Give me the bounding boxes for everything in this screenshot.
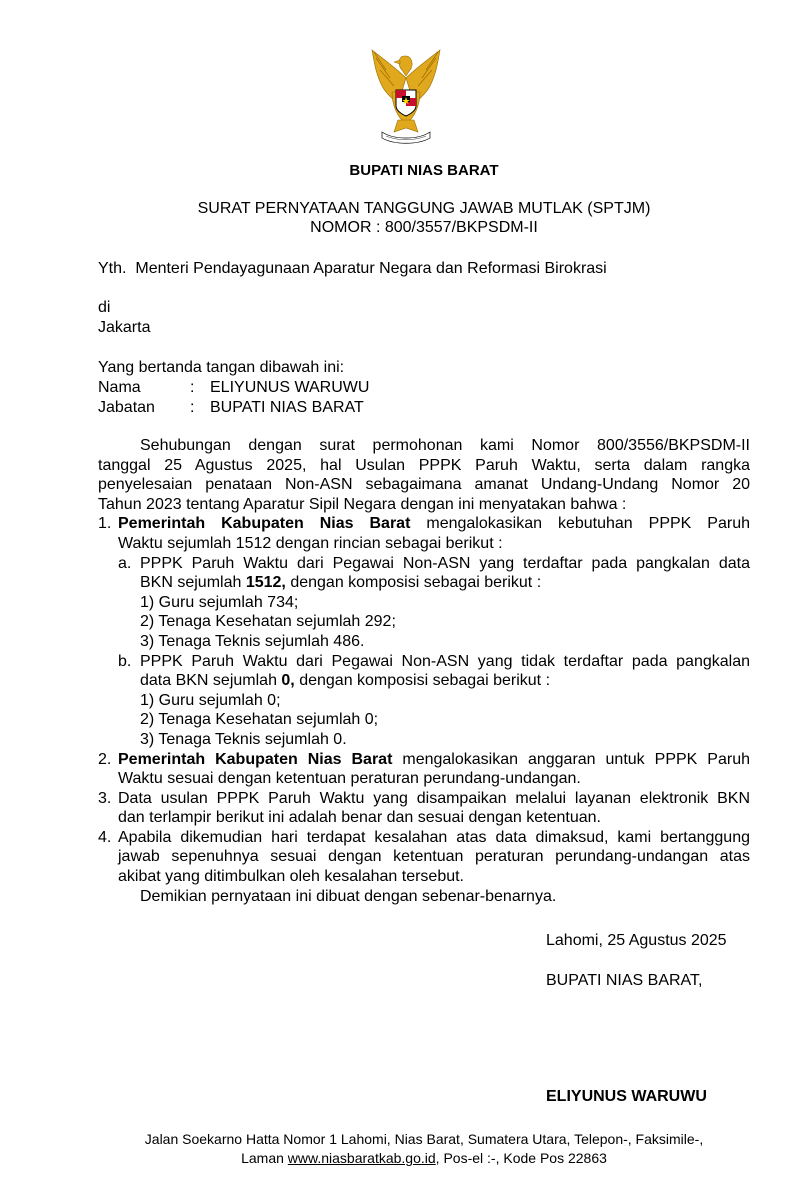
item-1a-detail-2: 2) Tenaga Kesehatan sejumlah 292; bbox=[140, 613, 396, 631]
name-label: Nama bbox=[98, 379, 141, 396]
document-header-office: BUPATI NIAS BARAT bbox=[349, 162, 499, 179]
list-item-3 bbox=[98, 789, 750, 828]
item-1a-total: 1512, bbox=[245, 574, 286, 592]
signature-name: ELIYUNUS WARUWU bbox=[546, 1088, 707, 1105]
item-1b-text-end: dengan komposisi sebagai berikut : bbox=[294, 672, 551, 690]
item-2-line-2: Waktu sesuai dengan ketentuan peraturan perundang-undangan. bbox=[118, 770, 581, 788]
item-1b-line-2 bbox=[140, 671, 750, 691]
signature-place-date: Lahomi, 25 Agustus 2025 bbox=[546, 932, 727, 949]
position-label: Jabatan bbox=[98, 399, 155, 416]
item-1b-total: 0, bbox=[281, 672, 295, 690]
item-4-line-2: jawab sepenuhnya sesuai dengan ketentuan peraturan perundang-undangan atas bbox=[118, 848, 750, 866]
sub-item-label: a. bbox=[118, 554, 132, 572]
closing-statement: Demikian pernyataan ini dibuat dengan sebenar-benarnya. bbox=[140, 887, 557, 905]
opening-line-2: tanggal 25 Agustus 2025, hal Usulan PPPK Paruh Waktu, serta dalam rangka bbox=[98, 456, 750, 474]
signature-title: BUPATI NIAS BARAT, bbox=[546, 972, 703, 989]
website-link[interactable]: www.niasbaratkab.go.id bbox=[287, 1150, 436, 1166]
item-1-subject: Pemerintah Kabupaten Nias Barat bbox=[118, 515, 411, 533]
item-1a-text-end: dengan komposisi sebagai berikut : bbox=[285, 574, 542, 592]
item-2-subject: Pemerintah Kabupaten Nias Barat bbox=[118, 750, 393, 768]
item-2-line-1-rest: mengalokasikan anggaran untuk PPPK Paruh bbox=[392, 750, 750, 768]
footer-contact-suffix: , Pos-el :-, Kode Pos 22863 bbox=[435, 1150, 607, 1166]
garuda-pancasila-emblem bbox=[368, 48, 444, 146]
signatory-position-row bbox=[98, 398, 364, 417]
opening-line-3: penyelesaian penataan Non-ASN sebagaimana amanat Undang-Undang Nomor 20 bbox=[98, 476, 750, 494]
name-value: ELIYUNUS WARUWU bbox=[210, 379, 370, 396]
item-1b bbox=[118, 652, 750, 750]
footer-contact bbox=[0, 1149, 800, 1168]
position-colon: : bbox=[190, 399, 195, 416]
item-3-line-2: dan terlampir berikut ini adalah benar dan sesuai dengan ketentuan. bbox=[118, 809, 601, 827]
sub-item-label: b. bbox=[118, 652, 132, 670]
item-1b-line-1: PPPK Paruh Waktu dari Pegawai Non-ASN yang tidak terdaftar pada pangkalan bbox=[140, 652, 750, 670]
item-number: 4. bbox=[98, 828, 112, 846]
footer-contact-prefix: Laman bbox=[241, 1150, 288, 1166]
addressee-name: Menteri Pendayagunaan Aparatur Negara dan Reformasi Birokrasi bbox=[135, 260, 607, 277]
document-title: SURAT PERNYATAAN TANGGUNG JAWAB MUTLAK (SPTJM) bbox=[197, 200, 651, 217]
signatory-name-row bbox=[98, 378, 369, 397]
opening-line-1: Sehubungan dengan surat permohonan kami Nomor 800/3556/BKPSDM-II bbox=[140, 437, 750, 454]
item-number: 2. bbox=[98, 750, 112, 768]
addressee-di: di bbox=[98, 299, 111, 316]
addressee-city: Jakarta bbox=[98, 319, 151, 336]
item-2-line-1 bbox=[118, 750, 750, 770]
item-4-line-1: Apabila dikemudian hari terdapat kesalahan atas data dimaksud, kami bertanggung bbox=[118, 828, 750, 846]
item-1b-text: data BKN sejumlah bbox=[140, 672, 282, 690]
addressee-label: Yth. bbox=[98, 260, 127, 277]
footer-address: Jalan Soekarno Hatta Nomor 1 Lahomi, Nias Barat, Sumatera Utara, Telepon-, Faksimile-, bbox=[144, 1131, 704, 1147]
item-1a-detail-1: 1) Guru sejumlah 734; bbox=[140, 593, 299, 611]
item-1a-text: BKN sejumlah bbox=[140, 574, 246, 592]
item-1b-detail-1: 1) Guru sejumlah 0; bbox=[140, 691, 281, 709]
item-1b-detail-2: 2) Tenaga Kesehatan sejumlah 0; bbox=[140, 711, 379, 729]
item-1-line-1 bbox=[118, 514, 750, 534]
statement-body bbox=[98, 436, 750, 906]
name-colon: : bbox=[190, 379, 195, 396]
item-4-line-3: akibat yang ditimbulkan oleh kesalahan tersebut. bbox=[118, 868, 464, 886]
item-1-line-1-rest: mengalokasikan kebutuhan PPPK Paruh bbox=[410, 515, 750, 533]
item-1a-detail-3: 3) Tenaga Teknis sejumlah 486. bbox=[140, 632, 365, 650]
list-item-1 bbox=[98, 514, 750, 749]
position-value: BUPATI NIAS BARAT bbox=[210, 399, 364, 416]
addressee-line bbox=[98, 259, 607, 278]
list-item-2 bbox=[98, 750, 750, 789]
document-number: NOMOR : 800/3557/BKPSDM-II bbox=[310, 219, 538, 236]
item-3-line-1: Data usulan PPPK Paruh Waktu yang disampaikan melalui layanan elektronik BKN bbox=[118, 789, 750, 807]
item-number: 3. bbox=[98, 789, 112, 807]
list-item-4 bbox=[98, 828, 750, 887]
item-number: 1. bbox=[98, 515, 112, 533]
item-1a bbox=[118, 554, 750, 652]
item-1a-line-1: PPPK Paruh Waktu dari Pegawai Non-ASN yang terdaftar pada pangkalan data bbox=[140, 554, 750, 572]
item-1b-detail-3: 3) Tenaga Teknis sejumlah 0. bbox=[140, 730, 347, 748]
opening-line-4: Tahun 2023 tentang Aparatur Sipil Negara dengan ini menyatakan bahwa : bbox=[98, 495, 627, 513]
item-1-line-2: Waktu sejumlah 1512 dengan rincian sebagai berikut : bbox=[118, 534, 503, 552]
signatory-intro: Yang bertanda tangan dibawah ini: bbox=[98, 359, 345, 376]
item-1a-line-2 bbox=[140, 573, 750, 593]
